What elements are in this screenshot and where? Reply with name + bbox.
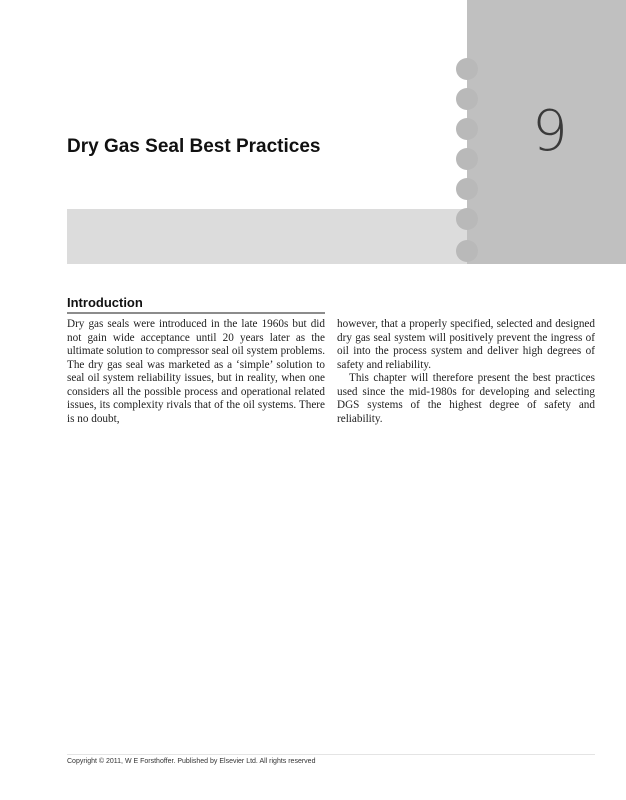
copyright-footer: Copyright © 2011, W E Forsthoffer. Published by Elsevier Ltd. All rights reserved bbox=[67, 758, 316, 765]
binding-ring-icon bbox=[456, 148, 478, 170]
title-band bbox=[67, 209, 467, 264]
binding-ring-icon bbox=[456, 208, 478, 230]
paragraph: Dry gas seals were introduced in the late 1960s but did not gain wide acceptance until 20 years later as the ultimate solution to compressor seal oil system problems. The dry gas seal was marketed as a ‘simple’ solution to seal oil system reliability issues, but in reality, when one considers all the possible process and operational related issues, its complexity rivals that of the oil systems. There is no doubt, bbox=[67, 318, 325, 425]
paragraph: however, that a properly specified, selected and designed dry gas seal system will positively prevent the ingress of oil into the process system and deliver high degrees of safety and reliability. bbox=[337, 318, 595, 371]
binding-ring-icon bbox=[456, 88, 478, 110]
binding-ring-icon bbox=[456, 178, 478, 200]
body-column-left bbox=[67, 318, 325, 426]
paragraph: This chapter will therefore present the best practices used since the mid-1980s for developing and selecting DGS systems of the highest degree of safety and reliability. bbox=[337, 372, 595, 425]
chapter-title: Dry Gas Seal Best Practices bbox=[67, 136, 321, 157]
footer-divider bbox=[67, 754, 595, 755]
chapter-number: 9 bbox=[532, 99, 568, 164]
binding-ring-icon bbox=[456, 240, 478, 262]
section-heading-text: Introduction bbox=[67, 295, 143, 310]
section-heading bbox=[67, 294, 325, 314]
body-column-right bbox=[337, 318, 595, 426]
binding-ring-icon bbox=[456, 118, 478, 140]
binding-ring-icon bbox=[456, 58, 478, 80]
